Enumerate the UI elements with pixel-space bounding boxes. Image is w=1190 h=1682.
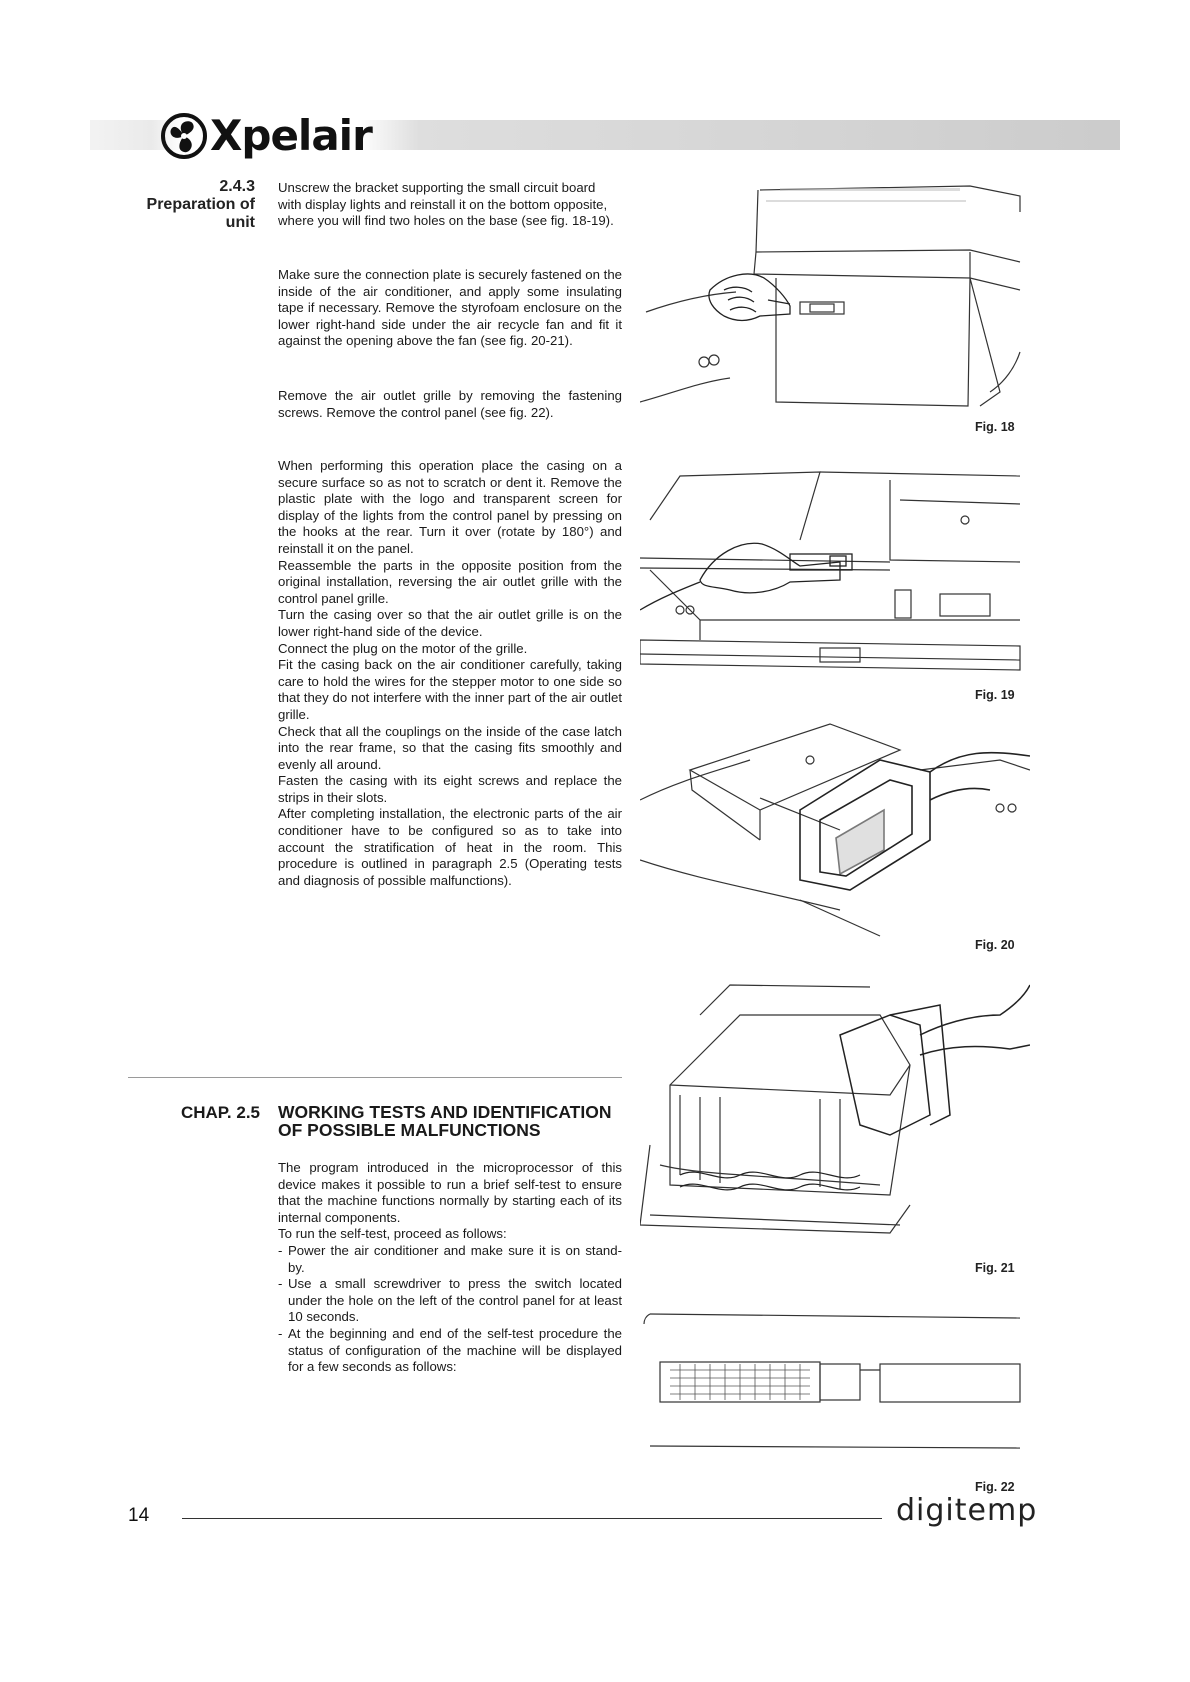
paragraph-text: The program introduced in the microprocessor of this device makes it possible to run a brief self-test to ensure that the machine functions normally by starting each of its internal components.	[278, 1160, 622, 1225]
paragraph-line: When performing this operation place the casing on a secure surface so as not to scratch or dent it. Remove the plastic plate with the logo and transparent screen for display of the lights from the control panel by pressing on the hooks at the rear. Turn it over (rotate by 180°) and reinstall it on the panel.	[278, 458, 622, 556]
paragraph-line: Reassemble the parts in the opposite position from the original installation, reversing the air outlet grille with the control panel grille.	[278, 557, 622, 606]
footer-rule	[182, 1518, 882, 1519]
footer-brand: digitemp	[896, 1493, 1038, 1528]
paragraph-connection-plate	[278, 267, 622, 350]
figure-21-caption: Fig. 21	[975, 1261, 1015, 1275]
paragraph-text: Unscrew the bracket supporting the small circuit board with display lights and reinstall it on the bottom opposite, where you will find two holes on the base (see fig. 18-19).	[278, 180, 614, 229]
figure-18-caption: Fig. 18	[975, 420, 1015, 434]
figure-19-illustration	[640, 470, 1030, 685]
chapter-title	[278, 1103, 638, 1139]
chapter-divider	[128, 1077, 622, 1078]
paragraph-bracket	[278, 180, 622, 230]
paragraph-outlet-grille	[278, 388, 622, 421]
section-heading	[115, 178, 255, 232]
figure-18-illustration	[640, 182, 1030, 417]
paragraph-line: Connect the plug on the motor of the grille.	[278, 640, 528, 656]
paragraph-reassembly	[278, 458, 622, 889]
figure-20	[640, 710, 1030, 952]
paragraph-line: Fasten the casing with its eight screws and replace the strips in their slots.	[278, 773, 622, 805]
brand-name: Xpelair	[210, 111, 372, 160]
steps-list	[278, 1243, 622, 1376]
paragraph-text: Remove the air outlet grille by removing the fastening screws. Remove the control panel (see fig. 22).	[278, 388, 622, 420]
section-title-line1: Preparation of	[146, 196, 255, 213]
paragraph-line: Turn the casing over so that the air outlet grille is on the lower right-hand side of the device.	[278, 607, 622, 639]
figure-18	[640, 182, 1030, 434]
paragraph-line: After completing installation, the electronic parts of the air conditioner have to be configured so as to take into account the stratification of heat in the room. This procedure is outlined in paragraph 2.5 (Operating tests and diagnosis of possible malfunctions).	[278, 806, 622, 888]
brand-logo	[160, 110, 372, 162]
section-title-line2: unit	[225, 214, 255, 231]
list-item: - At the beginning and end of the self-test procedure the status of configuration of the machine will be displayed for a few seconds as follows:	[278, 1326, 622, 1376]
figure-21	[640, 975, 1030, 1275]
chapter-body	[278, 1160, 622, 1376]
figure-19	[640, 470, 1030, 702]
figure-21-illustration	[640, 975, 1030, 1260]
paragraph-line: Check that all the couplings on the inside of the case latch into the rear frame, so that the casing fits smoothly and evenly all around.	[278, 723, 622, 772]
figure-20-caption: Fig. 20	[975, 938, 1015, 952]
list-item: - Power the air conditioner and make sure it is on stand-by.	[278, 1243, 622, 1276]
section-number: 2.4.3	[219, 178, 255, 195]
figure-19-caption: Fig. 19	[975, 688, 1015, 702]
figure-22-caption: Fig. 22	[975, 1480, 1015, 1494]
paragraph-line: Fit the casing back on the air conditioner carefully, taking care to hold the wires for the stepper motor to one side so that they do not interfere with the inner part of the air outlet grille.	[278, 657, 622, 722]
paragraph-text: Make sure the connection plate is securely fastened on the inside of the air conditioner, and apply some insulating tape if necessary. Remove the styrofoam enclosure on the lower right-hand side under the air recycle fan and fit it against the opening above the fan (see fig. 20-21).	[278, 267, 622, 349]
paragraph-text: To run the self-test, proceed as follows:	[278, 1226, 507, 1242]
figure-22	[640, 1300, 1030, 1494]
page-number: 14	[128, 1505, 150, 1526]
figure-22-illustration	[640, 1300, 1030, 1450]
figure-20-illustration	[640, 710, 1030, 940]
chapter-label: CHAP. 2.5	[180, 1103, 260, 1122]
list-item: - Use a small screwdriver to press the switch located under the hole on the left of the control panel for at least 10 seconds.	[278, 1276, 622, 1326]
chapter-title-line1: WORKING TESTS AND IDENTIFICATION	[278, 1102, 612, 1122]
xpelair-fan-logo-icon	[160, 112, 208, 160]
chapter-title-line2: OF POSSIBLE MALFUNCTIONS	[278, 1120, 541, 1140]
